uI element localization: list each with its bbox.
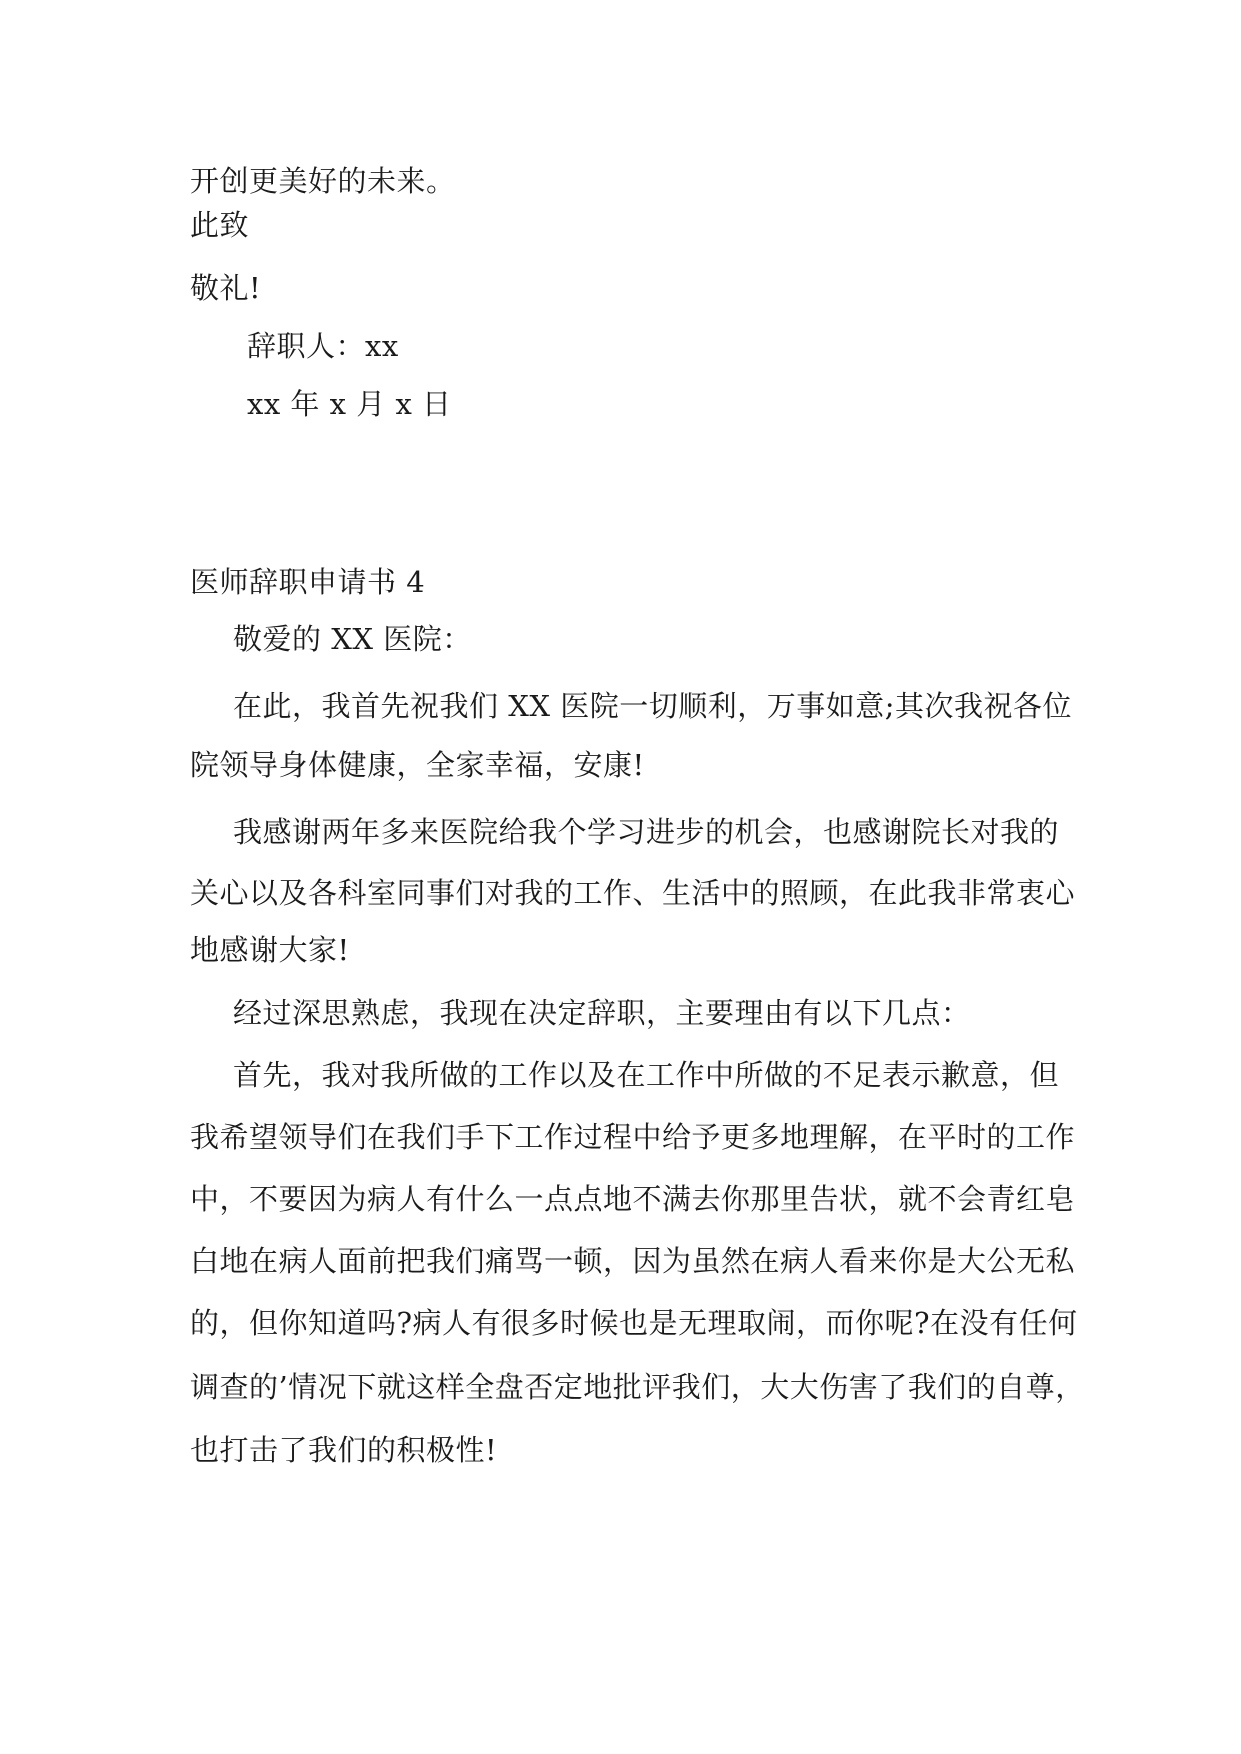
paragraph-line: 也打击了我们的积极性!	[190, 1433, 498, 1467]
salutation: 敬爱的 XX 医院：	[233, 622, 472, 656]
paragraph-line: 调查的’情况下就这样全盘否定地批评我们，大大伤害了我们的自尊，	[190, 1370, 1085, 1404]
closing-jingli: 敬礼!	[190, 271, 262, 305]
paragraph-line: 我感谢两年多来医院给我个学习进步的机会，也感谢院长对我的	[233, 815, 1060, 849]
section-title: 医师辞职申请书 4	[190, 565, 426, 599]
closing-line: 开创更美好的未来。	[190, 164, 456, 198]
paragraph-line: 白地在病人面前把我们痛骂一顿，因为虽然在病人看来你是大公无私	[190, 1244, 1076, 1278]
closing-zhici: 此致	[190, 208, 250, 242]
paragraph-line: 关心以及各科室同事们对我的工作、生活中的照顾，在此我非常衷心	[190, 876, 1076, 910]
paragraph-line: 首先，我对我所做的工作以及在工作中所做的不足表示歉意，但	[233, 1058, 1060, 1092]
paragraph-line: 我希望领导们在我们手下工作过程中给予更多地理解，在平时的工作	[190, 1120, 1076, 1154]
signer-line: 辞职人：xx	[247, 329, 399, 363]
paragraph-line: 中，不要因为病人有什么一点点地不满去你那里告状，就不会青红皂	[190, 1182, 1076, 1216]
paragraph-line: 经过深思熟虑，我现在决定辞职，主要理由有以下几点：	[233, 996, 971, 1030]
paragraph-line: 院领导身体健康，全家幸福，安康!	[190, 748, 645, 782]
paragraph-line: 的，但你知道吗?病人有很多时候也是无理取闹，而你呢?在没有任何	[190, 1306, 1078, 1340]
paragraph-line: 在此，我首先祝我们 XX 医院一切顺利，万事如意;其次我祝各位	[233, 689, 1072, 723]
paragraph-line: 地感谢大家!	[190, 933, 350, 967]
date-line: xx 年 x 月 x 日	[247, 387, 452, 421]
